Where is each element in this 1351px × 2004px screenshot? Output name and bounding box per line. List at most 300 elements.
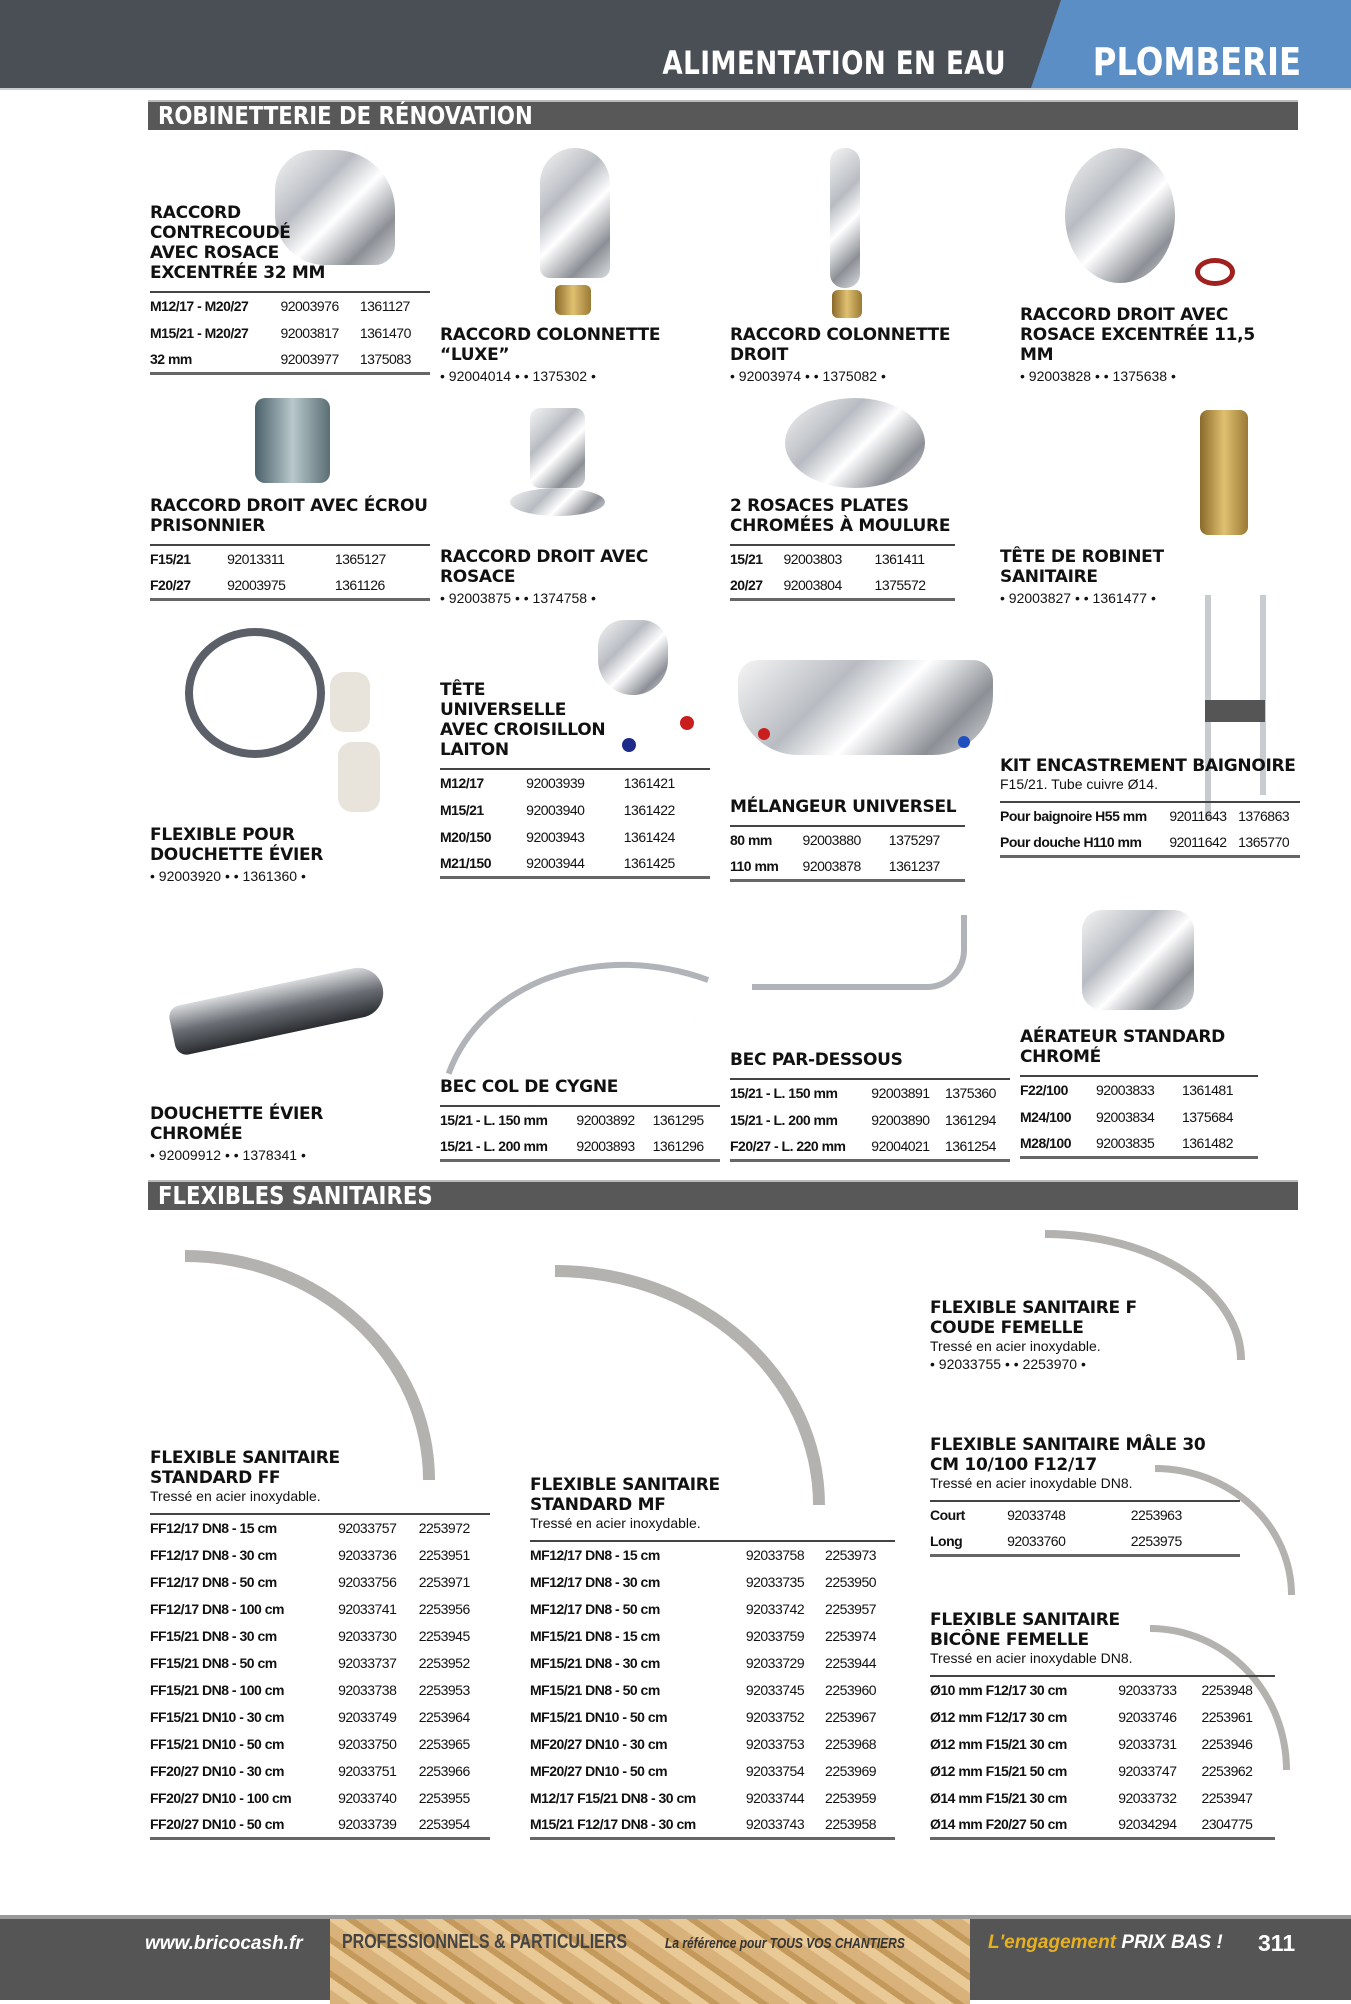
product-title: FLEXIBLE SANITAIRE STANDARD FF: [150, 1448, 340, 1488]
table-row: [530, 1757, 895, 1784]
table-cell: 92003939: [526, 775, 585, 791]
table-cell: 92003943: [526, 828, 585, 845]
reference-table: [930, 1675, 1275, 1840]
footer-engagement: L'engagement PRIX BAS !: [988, 1932, 1223, 1953]
table-cell: FF12/17 DN8 - 15 cm: [150, 1520, 277, 1536]
table-cell: 2253971: [418, 1573, 470, 1590]
table-cell: M15/21 F12/17 DN8 - 30 cm: [530, 1815, 696, 1832]
table-cell: M12/17 - M20/27: [150, 298, 249, 314]
product-description: Tressé en acier inoxydable.: [530, 1515, 701, 1531]
product-reference: • 92004014 • • 1375302 •: [440, 368, 596, 384]
table-row: [150, 292, 430, 319]
table-cell: Ø14 mm F20/27 50 cm: [930, 1815, 1067, 1832]
table-cell: 1361421: [623, 775, 675, 791]
table-row: [730, 1133, 1010, 1160]
product-colonnette-luxe: [440, 325, 690, 385]
product-title: FLEXIBLE SANITAIRE MÂLE 30 CM 10/100 F12/17: [930, 1435, 1206, 1475]
table-row: [440, 769, 710, 796]
table-row: [530, 1595, 895, 1622]
product-title: TÊTE UNIVERSELLE AVEC CROISILLON LAITON: [440, 680, 606, 760]
table-cell: 92013311: [227, 551, 285, 567]
table-cell: 1375360: [944, 1085, 996, 1101]
product-description: Tressé en acier inoxydable.: [930, 1338, 1101, 1354]
product-raccord-droit-rosace: [440, 547, 690, 607]
table-cell: 110 mm: [730, 857, 779, 874]
product-image-flexible-douchette-part2: [338, 742, 380, 812]
table-row: [1000, 802, 1300, 829]
table-cell: Pour douche H110 mm: [1000, 833, 1142, 850]
table-cell: F20/27: [150, 576, 191, 593]
table-cell: 92033733: [1118, 1682, 1177, 1698]
table-row: [150, 346, 430, 373]
table-row: [440, 850, 710, 877]
table-cell: 92033745: [745, 1681, 805, 1698]
table-cell: 92003893: [576, 1137, 635, 1154]
table-cell: Court: [930, 1507, 965, 1523]
page-number: 311: [1258, 1930, 1296, 1956]
reference-table: [440, 768, 710, 879]
table-row: [930, 1528, 1240, 1555]
table-cell: 92003803: [783, 551, 842, 567]
table-cell: 1361425: [623, 854, 675, 871]
product-image-colonnette-droit-thread: [832, 290, 862, 318]
table-row: [930, 1676, 1275, 1703]
product-kit-encastrement: [1000, 756, 1300, 858]
table-row: [150, 1730, 490, 1757]
table-cell: 92033757: [338, 1520, 397, 1536]
reference-table: [1000, 801, 1300, 858]
table-cell: 15/21 - L. 150 mm: [730, 1085, 838, 1101]
table-cell: 2304775: [1201, 1815, 1253, 1832]
product-title: RACCORD DROIT AVEC ÉCROU PRISONNIER: [150, 496, 428, 536]
table-cell: 2253957: [825, 1600, 877, 1617]
table-cell: F15/21: [150, 551, 191, 567]
product-title: DOUCHETTE ÉVIER CHROMÉE: [150, 1104, 324, 1144]
table-cell: 1375083: [359, 350, 411, 367]
table-cell: 2253961: [1201, 1708, 1253, 1725]
table-row: [150, 1568, 490, 1595]
table-cell: 2253968: [825, 1735, 877, 1752]
product-flexible-douchette: [150, 825, 390, 885]
reference-table: [440, 1105, 720, 1162]
table-cell: 20/27: [730, 576, 763, 593]
page-header: [0, 0, 1351, 88]
table-cell: 92033750: [338, 1735, 397, 1752]
table-cell: 2253974: [825, 1627, 877, 1644]
subcategory-title: ALIMENTATION EN EAU: [662, 44, 1006, 82]
table-cell: 1361295: [652, 1112, 704, 1128]
table-cell: 92033753: [745, 1735, 805, 1752]
table-cell: Pour baignoire H55 mm: [1000, 808, 1147, 824]
table-cell: 92033744: [745, 1789, 805, 1806]
table-cell: FF15/21 DN8 - 50 cm: [150, 1654, 277, 1671]
table-row: [530, 1676, 895, 1703]
product-flexible-standard-ff: [150, 1448, 490, 1840]
table-cell: M12/17: [440, 775, 484, 791]
product-reference: • 92003920 • • 1361360 •: [150, 868, 306, 884]
table-cell: 92003833: [1095, 1082, 1155, 1098]
table-row: [150, 1676, 490, 1703]
red-dot-icon: [758, 728, 770, 740]
product-aerateur: [1020, 1027, 1260, 1159]
product-image-colonnette-luxe: [540, 148, 610, 278]
table-cell: 2253975: [1130, 1532, 1182, 1549]
product-title: BEC PAR-DESSOUS: [730, 1050, 903, 1070]
table-cell: 2253973: [825, 1547, 877, 1563]
table-cell: 92033740: [338, 1789, 397, 1806]
table-row: [150, 1622, 490, 1649]
table-cell: 92034294: [1118, 1815, 1177, 1832]
table-cell: 92033760: [1007, 1532, 1066, 1549]
table-cell: 92033731: [1118, 1735, 1177, 1752]
table-row: [730, 853, 965, 880]
table-row: [730, 1079, 1010, 1106]
header-divider: [0, 88, 1351, 90]
table-cell: 2253950: [825, 1573, 877, 1590]
table-row: [530, 1784, 895, 1811]
table-cell: 92033746: [1118, 1708, 1177, 1725]
table-row: [1020, 1103, 1258, 1130]
table-row: [730, 572, 955, 599]
table-cell: Long: [930, 1532, 963, 1549]
table-cell: 92033741: [338, 1600, 397, 1617]
table-cell: 2253953: [418, 1681, 470, 1698]
footer-tagline: La référence pour TOUS VOS CHANTIERS: [665, 1935, 905, 1952]
table-cell: 2253972: [418, 1520, 470, 1536]
table-cell: 2253962: [1201, 1762, 1253, 1779]
reference-table: [1020, 1075, 1258, 1159]
product-image-flexible-douchette-part: [330, 672, 370, 732]
product-reference: • 92003827 • • 1361477 •: [1000, 590, 1156, 606]
table-cell: 1361294: [944, 1111, 996, 1128]
table-row: [1020, 1130, 1258, 1157]
table-cell: M21/150: [440, 854, 491, 871]
product-description: F15/21. Tube cuivre Ø14.: [1000, 776, 1158, 792]
table-row: [930, 1811, 1275, 1838]
product-image-bec-par-dessous: [752, 915, 967, 990]
table-row: [930, 1784, 1275, 1811]
product-title: TÊTE DE ROBINET SANITAIRE: [1000, 547, 1164, 587]
table-cell: FF15/21 DN10 - 50 cm: [150, 1735, 284, 1752]
table-cell: 2253967: [825, 1708, 877, 1725]
reference-table: [730, 825, 965, 882]
table-cell: F22/100: [1020, 1082, 1068, 1098]
table-row: [930, 1703, 1275, 1730]
table-row: [530, 1703, 895, 1730]
category-title: PLOMBERIE: [1092, 40, 1301, 84]
product-image-colonnette-luxe-thread: [555, 285, 591, 315]
table-cell: 2253951: [418, 1546, 470, 1563]
table-cell: MF15/21 DN8 - 15 cm: [530, 1627, 660, 1644]
table-cell: 2253948: [1201, 1682, 1253, 1698]
table-cell: FF20/27 DN10 - 50 cm: [150, 1815, 284, 1832]
table-cell: 2253965: [418, 1735, 470, 1752]
table-cell: Ø12 mm F15/21 50 cm: [930, 1762, 1067, 1779]
table-cell: 92033729: [745, 1654, 805, 1671]
table-cell: MF20/27 DN10 - 50 cm: [530, 1762, 668, 1779]
table-cell: Ø10 mm F12/17 30 cm: [930, 1682, 1067, 1698]
product-title: BEC COL DE CYGNE: [440, 1077, 619, 1097]
table-cell: 2253958: [825, 1815, 877, 1832]
product-tete-robinet: [1000, 547, 1200, 607]
product-ecrou-prisonnier: [150, 496, 430, 601]
table-row: [530, 1622, 895, 1649]
table-cell: MF12/17 DN8 - 30 cm: [530, 1573, 660, 1590]
seal-ring-image: [1195, 258, 1235, 286]
table-cell: 2253955: [418, 1789, 470, 1806]
table-row: [440, 823, 710, 850]
table-cell: 15/21 - L. 200 mm: [440, 1137, 548, 1154]
table-row: [440, 796, 710, 823]
product-image-melangeur: [738, 660, 993, 755]
table-cell: 92003944: [526, 854, 585, 871]
table-cell: M12/17 F15/21 DN8 - 30 cm: [530, 1789, 696, 1806]
table-row: [150, 1784, 490, 1811]
product-melangeur-universel: [730, 797, 970, 882]
table-cell: MF20/27 DN10 - 30 cm: [530, 1735, 668, 1752]
product-image-ecrou-prisonnier: [255, 398, 330, 483]
table-cell: 92003834: [1095, 1108, 1155, 1125]
table-cell: 2253954: [418, 1815, 470, 1832]
product-image-rosace-base: [510, 488, 605, 516]
table-row: [530, 1649, 895, 1676]
table-cell: 92003977: [280, 350, 339, 367]
product-title: RACCORD DROIT AVEC ROSACE EXCENTRÉE 11,5 MM: [1020, 305, 1255, 365]
table-cell: 2253960: [825, 1681, 877, 1698]
table-cell: 92011642: [1169, 833, 1227, 850]
table-row: [440, 1106, 720, 1133]
table-cell: 1361482: [1181, 1134, 1233, 1151]
table-cell: 92003940: [526, 801, 585, 818]
table-row: [530, 1811, 895, 1838]
product-flexible-standard-mf: [530, 1475, 900, 1840]
product-title: RACCORD CONTRECOUDÉ AVEC ROSACE EXCENTRÉE 32 MM: [150, 203, 326, 283]
table-cell: 92033730: [338, 1627, 397, 1644]
table-cell: 92033739: [338, 1815, 397, 1832]
table-row: [150, 1757, 490, 1784]
table-cell: 1361296: [652, 1137, 704, 1154]
table-cell: 92033738: [338, 1681, 397, 1698]
table-row: [150, 1811, 490, 1838]
table-cell: 2253952: [418, 1654, 470, 1671]
table-cell: 1365770: [1238, 833, 1290, 850]
table-row: [730, 545, 955, 572]
table-cell: 1375684: [1181, 1108, 1233, 1125]
product-bec-col-de-cygne: [440, 1077, 720, 1162]
table-cell: 2253964: [418, 1708, 470, 1725]
footer-slogan: PROFESSIONNELS & PARTICULIERS: [342, 1931, 628, 1953]
table-cell: F20/27 - L. 220 mm: [730, 1137, 846, 1154]
product-title: RACCORD COLONNETTE DROIT: [730, 325, 951, 365]
product-reference: • 92033755 • • 2253970 •: [930, 1356, 1086, 1372]
table-row: [1020, 1076, 1258, 1103]
table-cell: 92033754: [745, 1762, 805, 1779]
table-cell: 92003835: [1095, 1134, 1155, 1151]
table-cell: M20/150: [440, 828, 491, 845]
table-cell: 92003891: [871, 1085, 930, 1101]
table-cell: 92033752: [745, 1708, 805, 1725]
table-cell: FF12/17 DN8 - 50 cm: [150, 1573, 277, 1590]
product-image-flexible-mf: [555, 1265, 825, 1505]
table-row: [930, 1757, 1275, 1784]
product-image-raccord-rosace-excentree: [1065, 148, 1175, 283]
table-cell: 1361422: [623, 801, 675, 818]
product-image-douchette-evier: [167, 963, 388, 1057]
table-cell: 2253944: [825, 1654, 877, 1671]
table-cell: 92033743: [745, 1815, 805, 1832]
table-cell: 92003804: [783, 576, 842, 593]
table-cell: 2253959: [825, 1789, 877, 1806]
product-title: AÉRATEUR STANDARD CHROMÉ: [1020, 1027, 1225, 1067]
table-cell: 92033748: [1007, 1507, 1066, 1523]
table-cell: 1365127: [334, 551, 386, 567]
product-colonnette-droit: [730, 325, 980, 385]
product-douchette-evier: [150, 1104, 390, 1164]
table-cell: 92033758: [745, 1547, 805, 1563]
blue-dot-icon: [958, 736, 970, 748]
table-cell: 1361126: [334, 576, 385, 593]
table-cell: M28/100: [1020, 1134, 1071, 1151]
website-link[interactable]: www.bricocash.fr: [145, 1933, 303, 1954]
table-row: [530, 1730, 895, 1757]
table-cell: 92033751: [338, 1762, 397, 1779]
table-cell: 2253946: [1201, 1735, 1253, 1752]
table-cell: FF15/21 DN8 - 30 cm: [150, 1627, 277, 1644]
table-cell: 1361470: [359, 324, 411, 341]
product-reference: • 92003828 • • 1375638 •: [1020, 368, 1176, 384]
table-cell: 92003890: [871, 1111, 930, 1128]
table-cell: 92033737: [338, 1654, 397, 1671]
table-row: [150, 1703, 490, 1730]
product-title: 2 ROSACES PLATES CHROMÉES À MOULURE: [730, 496, 951, 536]
table-cell: MF12/17 DN8 - 50 cm: [530, 1600, 660, 1617]
table-cell: 92033742: [745, 1600, 805, 1617]
product-image-aerateur: [1082, 910, 1194, 1010]
table-cell: 1361481: [1181, 1082, 1233, 1098]
product-description: Tressé en acier inoxydable.: [150, 1488, 321, 1504]
product-image-flexible-douchette: [185, 628, 325, 758]
table-cell: M24/100: [1020, 1108, 1071, 1125]
table-cell: FF15/21 DN8 - 100 cm: [150, 1681, 284, 1698]
table-cell: 92003878: [802, 857, 861, 874]
table-cell: 92033747: [1118, 1762, 1177, 1779]
table-cell: 92011643: [1169, 808, 1227, 824]
reference-table: [150, 1513, 490, 1840]
table-cell: 2253945: [418, 1627, 470, 1644]
product-image-tete-robinet: [1200, 410, 1248, 535]
table-cell: 92003880: [802, 832, 861, 848]
table-cell: FF20/27 DN10 - 100 cm: [150, 1789, 292, 1806]
product-bec-par-dessous: [730, 1050, 1010, 1162]
table-cell: 92004021: [871, 1137, 930, 1154]
product-reference: • 92009912 • • 1378341 •: [150, 1147, 306, 1163]
table-cell: 1361127: [359, 298, 410, 314]
table-row: [730, 826, 965, 853]
table-cell: 1361424: [623, 828, 675, 845]
table-row: [150, 1649, 490, 1676]
product-image-rosaces-plates: [785, 398, 925, 488]
table-cell: Ø12 mm F12/17 30 cm: [930, 1708, 1067, 1725]
table-row: [1000, 829, 1300, 856]
product-tete-universelle: [440, 680, 710, 879]
table-row: [150, 1514, 490, 1541]
reference-table: [530, 1540, 895, 1840]
table-cell: 92003817: [280, 324, 339, 341]
product-reference: • 92003974 • • 1375082 •: [730, 368, 886, 384]
product-image-raccord-droit-rosace: [530, 408, 585, 488]
table-cell: 92033756: [338, 1573, 397, 1590]
reference-table: [730, 544, 955, 601]
table-cell: Ø14 mm F15/21 30 cm: [930, 1789, 1067, 1806]
table-cell: MF12/17 DN8 - 15 cm: [530, 1547, 660, 1563]
table-row: [930, 1501, 1240, 1528]
table-cell: FF12/17 DN8 - 30 cm: [150, 1546, 277, 1563]
table-cell: 1375297: [888, 832, 940, 848]
table-cell: 92033735: [745, 1573, 805, 1590]
table-cell: 15/21: [730, 551, 763, 567]
table-cell: 2253963: [1130, 1507, 1182, 1523]
table-cell: 1361254: [944, 1137, 996, 1154]
table-cell: Ø12 mm F15/21 30 cm: [930, 1735, 1067, 1752]
product-raccord-rosace-excentree: [1020, 305, 1260, 385]
table-cell: 2253966: [418, 1762, 470, 1779]
table-row: [150, 572, 430, 599]
table-cell: MF15/21 DN8 - 30 cm: [530, 1654, 660, 1671]
table-row: [530, 1568, 895, 1595]
product-title: FLEXIBLE POUR DOUCHETTE ÉVIER: [150, 825, 324, 865]
section-header-flexibles: FLEXIBLES SANITAIRES: [148, 1180, 1298, 1210]
product-flexible-coude-femelle: [930, 1298, 1170, 1373]
product-rosaces-plates: [730, 496, 970, 601]
product-description: Tressé en acier inoxydable DN8.: [930, 1475, 1133, 1491]
table-row: [150, 545, 430, 572]
product-description: Tressé en acier inoxydable DN8.: [930, 1650, 1133, 1666]
table-cell: 1376863: [1238, 808, 1290, 824]
reference-table: [150, 291, 430, 375]
reference-table: [930, 1500, 1240, 1557]
product-title: FLEXIBLE SANITAIRE STANDARD MF: [530, 1475, 720, 1515]
product-title: FLEXIBLE SANITAIRE BICÔNE FEMELLE: [930, 1610, 1120, 1650]
product-title: MÉLANGEUR UNIVERSEL: [730, 797, 957, 817]
table-cell: 92003976: [280, 298, 339, 314]
table-cell: M15/21: [440, 801, 484, 818]
product-flexible-bicone: [930, 1610, 1275, 1840]
product-title: RACCORD DROIT AVEC ROSACE: [440, 547, 649, 587]
table-cell: 92033749: [338, 1708, 397, 1725]
table-cell: FF15/21 DN10 - 30 cm: [150, 1708, 284, 1725]
table-cell: 2253947: [1201, 1789, 1253, 1806]
product-title: KIT ENCASTREMENT BAIGNOIRE: [1000, 756, 1296, 776]
table-row: [930, 1730, 1275, 1757]
table-cell: 15/21 - L. 150 mm: [440, 1112, 548, 1128]
table-cell: FF12/17 DN8 - 100 cm: [150, 1600, 284, 1617]
table-cell: FF20/27 DN10 - 30 cm: [150, 1762, 284, 1779]
table-row: [150, 319, 430, 346]
table-cell: 2253969: [825, 1762, 877, 1779]
product-image-flexible-ff: [185, 1250, 435, 1480]
table-row: [530, 1541, 895, 1568]
table-cell: 2253956: [418, 1600, 470, 1617]
table-row: [150, 1541, 490, 1568]
table-cell: MF15/21 DN8 - 50 cm: [530, 1681, 660, 1698]
table-row: [440, 1133, 720, 1160]
table-cell: 15/21 - L. 200 mm: [730, 1111, 838, 1128]
product-image-kit-encastrement-bracket: [1205, 700, 1265, 722]
table-cell: 92033736: [338, 1546, 397, 1563]
product-title: RACCORD COLONNETTE “LUXE”: [440, 325, 661, 365]
table-row: [150, 1595, 490, 1622]
product-image-colonnette-droit: [830, 148, 860, 288]
